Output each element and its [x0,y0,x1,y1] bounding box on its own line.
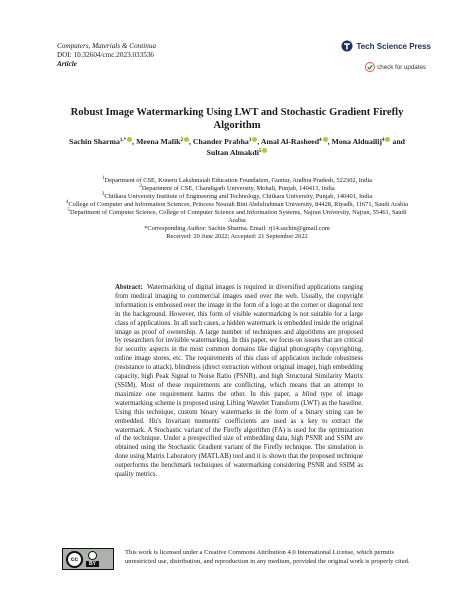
author-affiliation-marker: 5 [258,148,262,154]
abstract [115,284,363,480]
author-name[interactable]: Amal Al-Rasheed [260,137,320,146]
author-list [60,137,414,158]
article-type: Article [57,60,77,68]
tech-science-press-icon [341,40,353,52]
corresponding-author: *Corresponding Author: Sachin Sharma. Email: rj14.sachin@gmail.com [144,225,330,232]
affiliations-block [64,177,410,241]
affiliation [64,209,410,225]
affiliation-list [64,177,410,225]
author-separator: , [132,137,137,146]
affiliation-text: Department of Computer Science, College of Computer Science and Information Systems, Najran University, Najran, 55461, Saudi Arabia [70,209,407,224]
affiliation [64,201,410,209]
author-separator: , [257,137,261,146]
affiliation-marker: 4 [66,200,69,205]
abstract-text-part2: type of image watermarking scheme is proposed using Lifting Wavelet Transform (LWT) as the baseline. Using this technique, custom binary watermarks in the form of a binary string can be embedded. Hu's Invariant moments' coefficients are used as a key to extract the watermark. A Stochastic variant of the Firefly algorithm (FA) is used for the optimization of the technique. Under a prespecified size of embedding data, high PSNR and SSIM are obtained using the Stochastic Gradient variant of the Firefly technique. The simulation is done using Matrix Laboratory (MATLAB) tool and it is shown that the proposed technique outperforms the benchmark techniques of watermarking considering PSNR and SSIM as quality metrics. [115,390,364,479]
by-text: BY [86,561,99,567]
affiliation-marker: 1 [102,176,105,181]
affiliation-text: Department of CSE, Koneru Lakshmaiah Education Foundation, Guntur, Andhra Pradesh, 522302, India [104,177,372,184]
check-updates-label: check for updates [377,63,426,71]
abstract-label: Abstract: [115,284,143,291]
journal-header [57,42,156,69]
publisher-logo[interactable] [341,40,431,52]
publisher-name: Tech Science Press [356,41,431,51]
affiliation-marker: 2 [139,184,142,189]
creative-commons-icon [66,551,83,568]
received-accepted-dates: Received: 20 June 2022; Accepted: 21 September 2022 [166,233,308,240]
abstract-text-part1: Watermarking of digital images is required in diversified applications ranging from medical imaging to commercial images used over the web. Usually, the copyright information is embossed over the image in the form of a logo at the corner or diagonal text in the background. However, this form of visible watermarking is not suitable for a large class of applications. In all such cases, a hidden watermark is embedded inside the original image as proof of ownership. A large number of techniques and algorithms are proposed by researchers for invisible watermarking. In this paper, we focus on issues that are critical for security aspects in the most common domains like digital photography copyrighting, online image stores, etc. The requirements of this class of application include robustness (resistance to attack), blindness (direct extraction without original image), high embedding capacity, high Peak Signal to Noise Ratio (PSNR), and high Structural Similarity Matrix (SSIM). Most of these requirements are conflicting, which means that an attempt to maximize one requirement harms the other. In this paper, a [115,284,363,398]
attribution-icon [86,551,99,567]
orcid-icon[interactable] [262,148,267,153]
person-icon [88,551,97,560]
author-affiliation-marker: 1,* [119,138,127,143]
affiliation-marker: 5 [67,208,71,213]
author-affiliation-marker: 3 [248,138,252,143]
doi[interactable]: DOI: 10.32604/cmc.2023.033536 [57,51,155,59]
check-for-updates-button[interactable] [365,62,426,72]
affiliation-text: College of Computer and Information Sciences, Princess Nourah Bint Abdulrahman University, 84428, Riyadh, 11671, Saudi Arabia [68,201,408,208]
paper-title: Robust Image Watermarking Using LWT and Stochastic Gradient Firefly Algorithm [70,107,404,131]
author-affiliation-marker: 4 [381,138,385,143]
author-affiliation-marker: 2 [180,138,183,143]
check-updates-icon [365,62,375,72]
license-statement: This work is licensed under a Creative Commons Attribution 4.0 International License, which permits unrestricted use, distribution, and reproduction in any medium, provided the original work is properly cited. [125,549,410,565]
author-name[interactable]: Mona Alduailij [331,137,382,146]
affiliation-text: Chitkara University Institute of Engineering and Technology, Chitkara University, Punjab, 140401, India [104,193,373,200]
affiliation [64,193,410,201]
cc-by-license-badge[interactable] [62,548,114,570]
affiliation [64,177,410,185]
author-name[interactable]: Sultan Almakdi [206,147,259,157]
abstract-emphasis: blind [302,390,317,398]
affiliation-text: Department of CSE, Chandigarh University, Mohali, Punjab, 140413, India [141,185,335,192]
affiliation [64,185,410,193]
author-separator: , [188,137,193,146]
author-name[interactable]: Sachin Sharma [69,137,120,146]
journal-name: Computers, Materials & Continua [57,42,157,50]
author-affiliation-marker: 4 [319,138,322,143]
cc-text: cc [70,555,79,563]
affiliation-marker: 3 [101,192,105,197]
author-separator: , [327,137,332,146]
author-name[interactable]: Chander Prabha [192,137,249,146]
author-separator: and [390,137,405,146]
author-name[interactable]: Meena Malik [136,137,181,146]
